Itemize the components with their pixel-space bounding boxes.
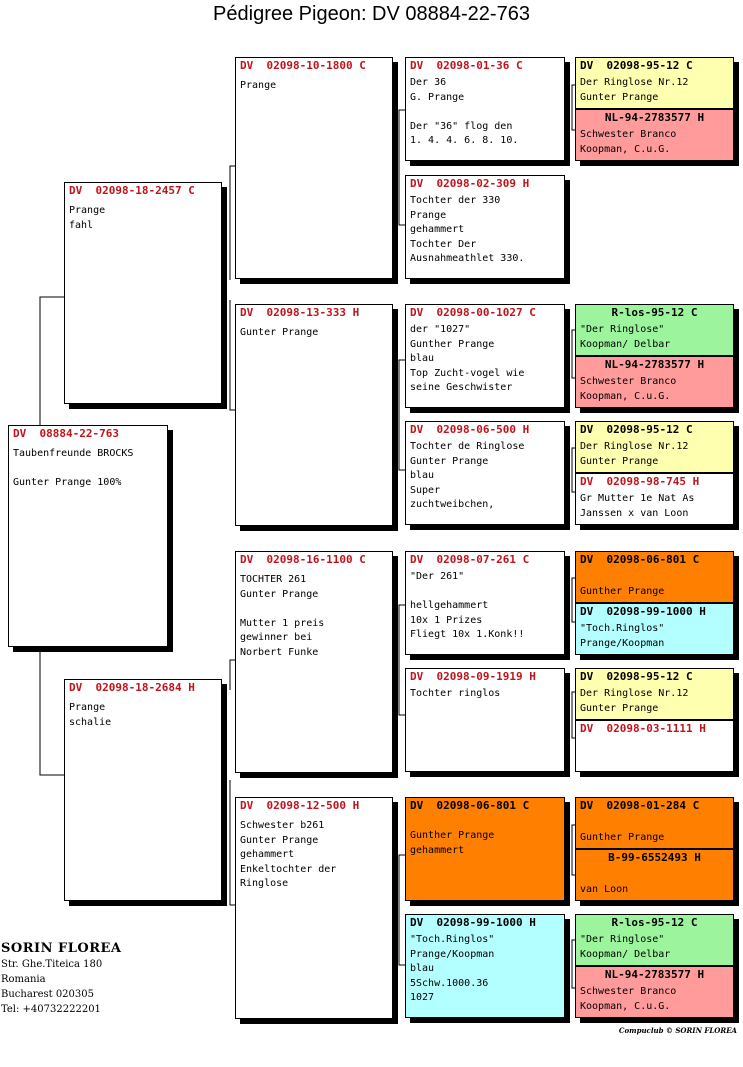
ring-number: DV 02098-03-1111 H: [580, 722, 706, 735]
pedigree-card-gen4-7[interactable]: [405, 797, 565, 901]
owner-address-line: Romania: [1, 974, 46, 985]
ring-number: DV 02098-99-1000 H: [580, 605, 706, 618]
ring-number: DV 02098-18-2457 C: [69, 184, 195, 197]
ring-number: DV 02098-09-1919 H: [410, 670, 536, 683]
pedigree-card-granddam-paternal[interactable]: [235, 304, 393, 526]
pigeon-info: Prange fahl: [69, 205, 106, 231]
pigeon-info: Schwester Branco Koopman, C.u.G.: [580, 376, 677, 402]
pedigree-card-gen4-3[interactable]: [405, 304, 565, 408]
ring-number: R-los-95-12 C: [611, 306, 698, 319]
pedigree-card-gen5-6[interactable]: [575, 473, 734, 525]
ring-number: DV 02098-95-12 C: [580, 423, 693, 436]
pedigree-card-granddam-maternal[interactable]: [235, 797, 393, 1019]
ring-number: R-los-95-12 C: [611, 916, 698, 929]
ring-number: NL-94-2783577 H: [604, 968, 705, 981]
pigeon-info: van Loon: [580, 883, 629, 895]
pedigree-card-gen5-7[interactable]: [575, 551, 734, 603]
ring-number: NL-94-2783577 H: [604, 358, 705, 371]
ring-number: DV 02098-18-2684 H: [69, 681, 195, 694]
pigeon-info: Tochter der 330 Prange gehammert Tochter Der Ausnahmeathlet 330.: [410, 195, 525, 264]
pigeon-info: Gunther Prange gehammert: [410, 830, 495, 856]
owner-name: SORIN FLOREA: [1, 941, 122, 956]
pedigree-card-sire[interactable]: [64, 182, 222, 404]
ring-number: DV 02098-01-284 C: [580, 799, 700, 812]
pedigree-card-gen5-2[interactable]: [575, 109, 734, 161]
pedigree-card-gen4-1[interactable]: [405, 57, 565, 161]
pigeon-info: der "1027" Gunther Prange blau Top Zucht-vogel wie seine Geschwister: [410, 324, 525, 393]
pedigree-card-gen5-3[interactable]: [575, 304, 734, 356]
ring-number: B-99-6552493 H: [608, 851, 701, 864]
pedigree-card-gen4-5[interactable]: [405, 551, 565, 655]
pedigree-card-gen5-11[interactable]: [575, 797, 734, 849]
ring-number: DV 02098-95-12 C: [580, 59, 693, 72]
pedigree-card-subject[interactable]: [8, 425, 168, 647]
pedigree-card-gen4-4[interactable]: [405, 421, 565, 525]
pedigree-card-grandsire-paternal[interactable]: [235, 57, 393, 279]
pedigree-card-gen5-8[interactable]: [575, 603, 734, 655]
pigeon-info: Prange: [240, 80, 277, 91]
pedigree-card-gen4-2[interactable]: [405, 175, 565, 279]
pigeon-info: Der Ringlose Nr.12 Gunter Prange: [580, 77, 689, 103]
pigeon-info: "Der Ringlose" Koopman/ Delbar: [580, 934, 671, 960]
pigeon-info: [576, 736, 733, 739]
pigeon-info: Tochter ringlos: [410, 688, 501, 699]
pedigree-card-dam[interactable]: [64, 679, 222, 901]
ring-number: DV 02098-07-261 C: [410, 553, 530, 566]
pedigree-card-gen5-9[interactable]: [575, 668, 734, 720]
pigeon-info: Schwester b261 Gunter Prange gehammert Enkeltochter der Ringlose: [240, 820, 337, 889]
pedigree-card-gen5-14[interactable]: [575, 966, 734, 1018]
ring-number: DV 02098-00-1027 C: [410, 306, 536, 319]
pedigree-card-gen5-1[interactable]: [575, 57, 734, 109]
pedigree-card-gen5-5[interactable]: [575, 421, 734, 473]
pigeon-info: TOCHTER 261 Gunter Prange Mutter 1 preis gewinner bei Norbert Funke: [240, 574, 325, 658]
pigeon-info: "Der Ringlose" Koopman/ Delbar: [580, 324, 671, 350]
owner-phone: Tel: +40732222201: [1, 1004, 101, 1015]
ring-number: DV 02098-01-36 C: [410, 59, 523, 72]
pedigree-card-gen5-13[interactable]: [575, 914, 734, 966]
ring-number: DV 02098-95-12 C: [580, 670, 693, 683]
pigeon-info: "Toch.Ringlos" Prange/Koopman: [580, 623, 665, 649]
page-title: Pédigree Pigeon: DV 08884-22-763: [213, 3, 530, 25]
pigeon-info: Der Ringlose Nr.12 Gunter Prange: [580, 688, 689, 714]
pedigree-card-gen4-8[interactable]: [405, 914, 565, 1018]
pigeon-info: Taubenfreunde BROCKS Gunter Prange 100%: [13, 448, 134, 488]
ring-number: NL-94-2783577 H: [604, 111, 705, 124]
owner-address-line: Bucharest 020305: [1, 989, 94, 1000]
pigeon-info: Gunther Prange: [580, 831, 665, 843]
ring-number: DV 08884-22-763: [13, 427, 119, 440]
pedigree-card-gen4-6[interactable]: [405, 668, 565, 772]
owner-address-line: Str. Ghe.Titeica 180: [1, 959, 103, 970]
pigeon-info: Der 36 G. Prange Der "36" flog den 1. 4. 4. 6. 8. 10.: [410, 77, 519, 146]
pedigree-card-gen5-4[interactable]: [575, 356, 734, 408]
software-credit: Compuclub © SORIN FLOREA: [618, 1026, 737, 1035]
ring-number: DV 02098-99-1000 H: [410, 916, 536, 929]
pigeon-info: Prange schalie: [69, 702, 112, 728]
ring-number: DV 02098-16-1100 C: [240, 553, 366, 566]
pigeon-info: Schwester Branco Koopman, C.u.G.: [580, 129, 677, 155]
pigeon-info: Schwester Branco Koopman, C.u.G.: [580, 986, 677, 1012]
pigeon-info: Gr Mutter 1e Nat As Janssen x van Loon: [580, 493, 695, 519]
ring-number: DV 02098-12-500 H: [240, 799, 360, 812]
pedigree-card-gen5-10[interactable]: [575, 720, 734, 772]
pigeon-info: Tochter de Ringlose Gunter Prange blau Super zuchtweibchen,: [410, 441, 525, 510]
ring-number: DV 02098-06-500 H: [410, 423, 530, 436]
pigeon-info: "Der 261" hellgehammert 10x 1 Prizes Fliegt 10x 1.Konk!!: [410, 571, 525, 640]
pigeon-info: Der Ringlose Nr.12 Gunter Prange: [580, 441, 689, 467]
owner-contact: [1, 941, 122, 1017]
pigeon-info: Gunther Prange: [580, 585, 665, 597]
ring-number: DV 02098-06-801 C: [580, 553, 700, 566]
ring-number: DV 02098-98-745 H: [580, 475, 700, 488]
ring-number: DV 02098-06-801 C: [410, 799, 530, 812]
ring-number: DV 02098-10-1800 C: [240, 59, 366, 72]
ring-number: DV 02098-13-333 H: [240, 306, 360, 319]
pedigree-card-gen5-12[interactable]: [575, 849, 734, 901]
pedigree-card-grandsire-maternal[interactable]: [235, 551, 393, 773]
pigeon-info: "Toch.Ringlos" Prange/Koopman blau 5Schw.1000.36 1027: [410, 934, 495, 1003]
ring-number: DV 02098-02-309 H: [410, 177, 530, 190]
pigeon-info: Gunter Prange: [240, 327, 319, 338]
